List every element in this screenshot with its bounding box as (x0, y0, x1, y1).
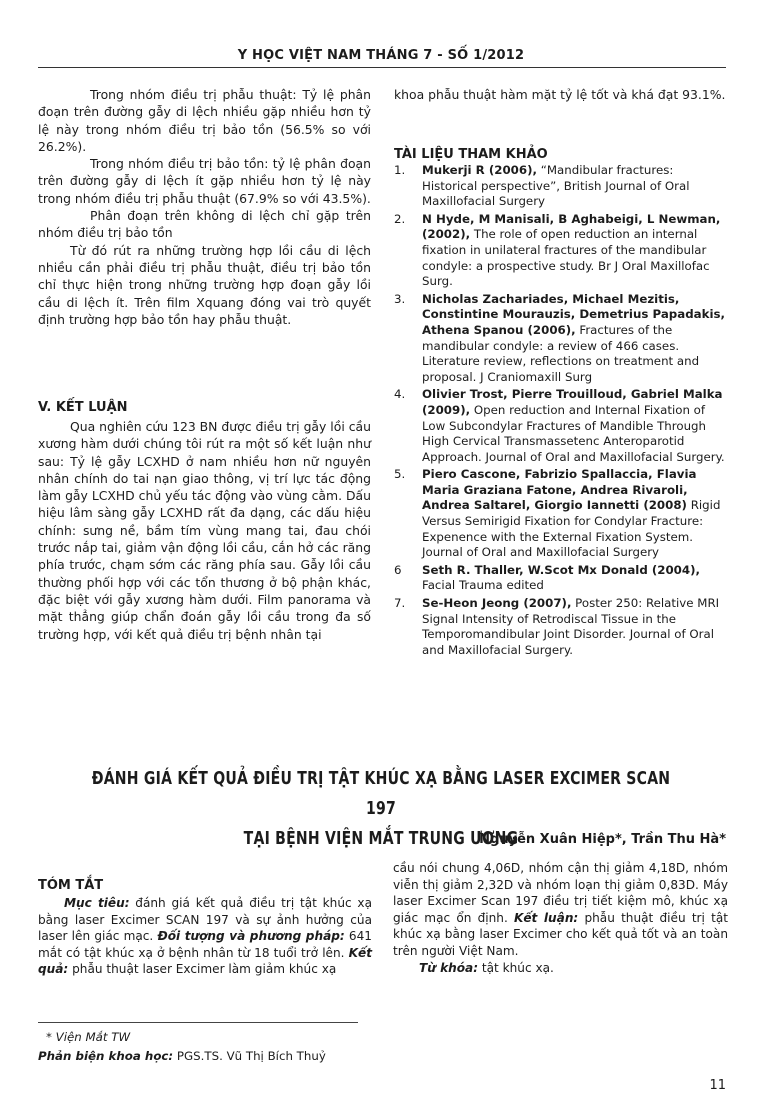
affiliation-note: * Viện Mắt TW (46, 1030, 131, 1044)
title-line-2: TẠI BỆNH VIỆN MẮT TRUNG ƯƠNG (243, 828, 519, 849)
footnote-rule (38, 1022, 358, 1023)
reference-authors: Nicholas Zachariades, Michael Mezitis, Constintine Mourauzis, Demetrius Papadakis, Athena Spanou (2006), (422, 291, 725, 337)
results-label: Kết quả: (38, 945, 372, 977)
reference-text (422, 212, 728, 290)
subjects-label: Đối tượng và phương pháp: (157, 929, 345, 944)
reference-item (394, 387, 728, 465)
abstract-heading: TÓM TẮT (38, 878, 104, 893)
reference-body: The role of open reduction an internal fixation in unilateral fractures of the mandibular condyle: a prospective study. Br J Oral Maxillofac Surg. (422, 227, 710, 289)
reference-authors: Olivier Trost, Pierre Trouilloud, Gabriel Malka (2009), (422, 387, 723, 417)
reference-authors: Se-Heon Jeong (2007), (422, 596, 572, 611)
results-text: phẫu thuật laser Excimer làm giảm khúc xạ (68, 962, 337, 977)
reference-authors: Seth R. Thaller, W.Scot Mx Donald (2004), (422, 562, 700, 577)
conclusion-label: Kết luận: (513, 910, 579, 925)
objective-text: đánh giá kết quả điều trị tật khúc xạ bằng laser Excimer SCAN 197 và sự ảnh hưởng của laser lên giác mạc. (38, 896, 372, 944)
reference-authors: Piero Cascone, Fabrizio Spallaccia, Flavia Maria Graziana Fatone, Andrea Rivaroli, Andrea Saltarel, Giorgio Iannetti (2008) (422, 467, 697, 513)
paragraph: Trong nhóm điều trị bảo tồn: tỷ lệ phân đoạn trên đường gẫy di lệch ít gặp nhiều hơn tỷ lệ này trong nhóm điều trị phẫu thuật (67.9% so với 43.5%). (38, 156, 371, 206)
page-number: 11 (709, 1078, 726, 1093)
reference-list (394, 163, 728, 660)
reference-text (422, 292, 728, 386)
section-heading: V. KẾT LUẬN (38, 400, 128, 415)
reference-authors: Mukerji R (2006), (422, 163, 537, 177)
header-rule (38, 67, 726, 68)
reference-body: Open reduction and Internal Fixation of Low Subcondylar Fractures of Mandible Through High Cervical Transmassetenc Anteroparotid Approach. Journal of Oral and Maxillofacial Surgery. (422, 402, 725, 464)
reference-number: 1. (394, 163, 406, 177)
paragraph: Trong nhóm điều trị phẫu thuật: Tỷ lệ phân đoạn trên đường gẫy di lệch nhiều gặp nhiều hơn tỷ lệ này trong nhóm điều trị bảo tồn (56.5% so với 26.2%). (38, 87, 371, 154)
conclusion-text (38, 418, 371, 643)
reviewer-note (38, 1047, 438, 1066)
reference-item (394, 467, 728, 561)
reference-body: Rigid Versus Semirigid Fixation for Condylar Fracture: Expenence with the External Fixation System. Journal of Oral and Maxillofacial Surgery (422, 498, 721, 560)
reference-number: 2. (394, 211, 406, 226)
paragraph: Qua nghiên cứu 123 BN được điều trị gẫy lồi cầu xương hàm dưới chúng tôi rút ra một số kết luận như sau: Tỷ lệ gẫy LCXHD ở nam nhiều hơn nữ nguyên nhân chính do tai nạn giao thông, vị trí lực tác động làm gẫy LCXHD chủ yếu tác động vào vùng cằm. Dấu hiệu lâm sàng gẫy LCXHD rất đa dạng, các dấu hiệu chính: sưng nề, bầm tím vùng mang tai, đau chói trước nắp tai, giảm vận động lồi cầu, cắn hở các răng phía trước, chạm sớm các răng phía sau. Gẫy lồi cầu thường phối hợp với các tổn thương ở bộ phận khác, đặc biệt với gẫy xương hàm dưới. Film panorama và mặt thẳng giúp chẩn đoán gẫy lồi cầu trong đa số trường hợp, với kết quả điều trị bệnh nhân tại (38, 419, 371, 642)
reference-number: 5. (394, 467, 406, 482)
reference-text (422, 467, 728, 561)
objective-label: Mục tiêu: (64, 896, 130, 910)
reference-body: Fractures of the mandibular condyle: a review of 466 cases. Literature review, reflections on treatment and proposal. J Craniomaxill Surg (422, 322, 700, 384)
reference-number: 7. (394, 596, 406, 611)
journal-header: Y HỌC VIỆT NAM THÁNG 7 - SỐ 1/2012 (237, 48, 525, 63)
paragraph: Phân đoạn trên không di lệch chỉ gặp trên nhóm điều trị bảo tồn (38, 208, 371, 241)
subjects-text: 641 mắt có tật khúc xạ ở bệnh nhân từ 18 tuổi trở lên. (38, 929, 373, 960)
left-column (38, 86, 371, 328)
reference-number: 6 (394, 562, 402, 577)
keywords-text: tật khúc xạ. (478, 960, 554, 975)
references-heading: TÀI LIỆU THAM KHẢO (394, 147, 548, 162)
title-line-1: ĐÁNH GIÁ KẾT QUẢ ĐIỀU TRỊ TẬT KHÚC XẠ BẰNG LASER EXCIMER SCAN 197 (91, 768, 671, 819)
results-continued: cầu nói chung 4,06D, nhóm cận thị giảm 4,18D, nhóm viễn thị giảm 2,32D và nhóm loạn thị giảm 0,83D. Máy laser Excimer Scan 197 điều trị tiết kiệm mô, khúc xạ giác mạc ổn định. (393, 861, 728, 925)
keywords-label: Từ khóa: (419, 960, 479, 975)
reference-item (394, 212, 728, 290)
paragraph: Từ đó rút ra những trường hợp lồi cầu di lệch nhiều cần phải điều trị phẫu thuật, điều trị bảo tồn chỉ thực hiện trong những trường hợp đoạn gẫy lồi cầu di lệch ít. Trên film Xquang đóng vai trò quyết định trường hợp bảo tồn hay phẫu thuật. (38, 242, 371, 327)
reference-text (422, 596, 728, 658)
reference-body: Facial Trauma edited (422, 578, 544, 593)
reference-text (422, 563, 728, 594)
reference-item (394, 563, 728, 594)
reference-item (394, 292, 728, 386)
reference-item (394, 596, 728, 658)
abstract-left (38, 895, 372, 978)
reference-authors: N Hyde, M Manisali, B Aghabeigi, L Newman, (2002), (422, 211, 721, 242)
keywords-line (393, 960, 728, 977)
right-column-continuation: khoa phẫu thuật hàm mặt tỷ lệ tốt và khá đạt 93.1%. (394, 87, 726, 102)
reference-text (422, 387, 728, 465)
reference-item (394, 163, 728, 210)
reference-number: 4. (394, 387, 406, 402)
reference-body: “Mandibular fractures: Historical perspective”, British Journal of Oral Maxillofacial Surgery (422, 163, 690, 209)
footnotes (38, 1028, 438, 1066)
reference-text (422, 163, 728, 210)
reference-number: 3. (394, 291, 406, 306)
reference-body: Poster 250: Relative MRI Signal Intensity of Retrodiscal Tissue in the Temporomandibular Joint Disorder. Journal of Oral and Maxillofacial Surgery. (422, 596, 720, 657)
conclusion-abstract-text: phẫu thuật điều trị tật khúc xạ bằng laser Excimer cho kết quả tốt và an toàn trên người Việt Nam. (393, 910, 728, 958)
authors: Nguyễn Xuân Hiệp*, Trần Thu Hà* (479, 832, 726, 847)
abstract-right (393, 860, 728, 976)
reviewer-label: Phản biện khoa học: (38, 1049, 174, 1063)
reviewer-name: PGS.TS. Vũ Thị Bích Thuỷ (173, 1049, 326, 1063)
